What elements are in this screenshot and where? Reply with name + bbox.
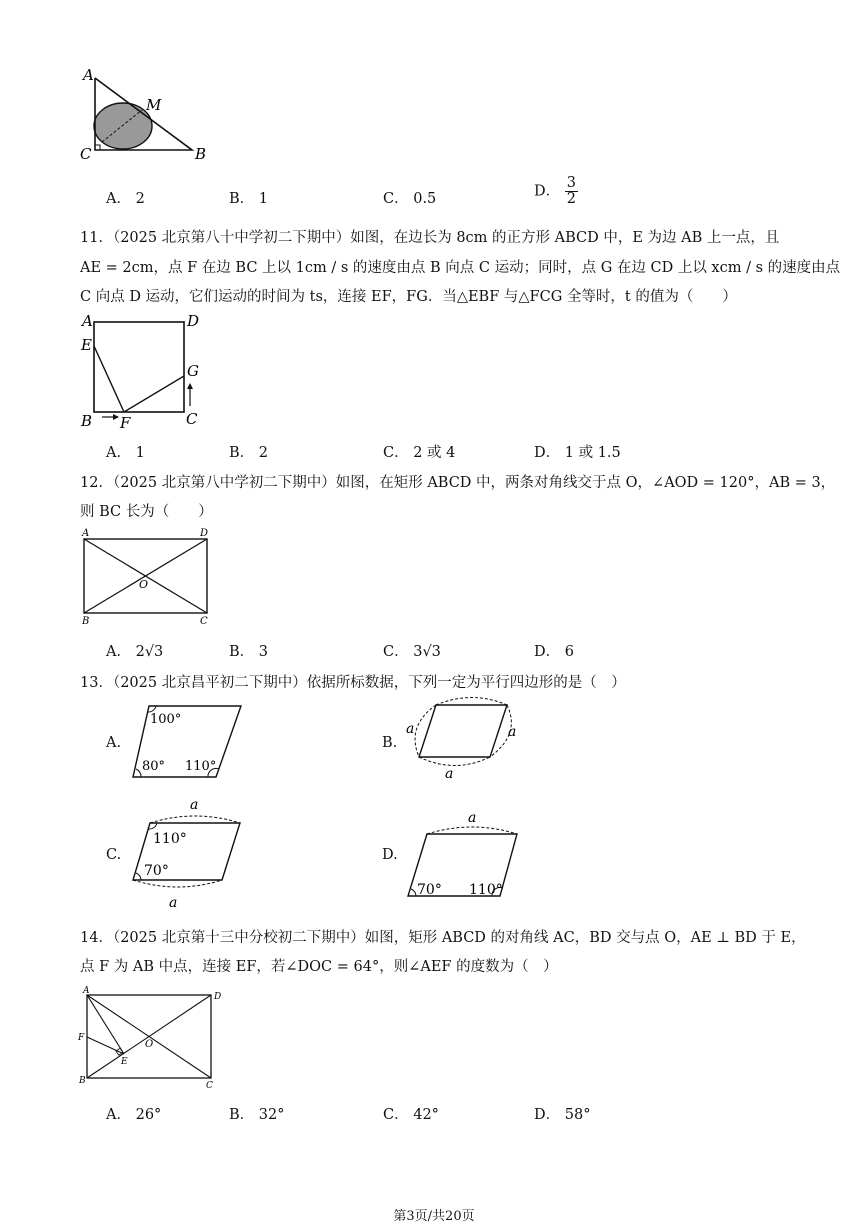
q10-shaded-ellipse xyxy=(94,103,152,149)
q14-option-b: B． 32° xyxy=(229,1107,285,1123)
q10-label-c: C xyxy=(80,145,92,163)
q11-option-c: C． 2 或 4 xyxy=(383,445,456,461)
q11-stem-line-1: 11．（2025 北京第八十中学初二下期中）如图，在边长为 8cm 的正方形 ABCD 中，E 为边 AB 上一点，且 xyxy=(80,230,780,246)
q13-b-side-right: a xyxy=(508,724,517,740)
q13-d-angle-110: 110° xyxy=(469,882,503,898)
q13-option-d-figure xyxy=(402,806,532,901)
q11-stem-line-2: AE = 2cm，点 F 在边 BC 上以 1cm / s 的速度由点 B 向点 C 运动；同时，点 G 在边 CD 上以 xcm / s 的速度由点 xyxy=(80,260,841,276)
fraction-three-halves: $\frac{3}{2}$ xyxy=(566,175,576,208)
q13-option-a-figure xyxy=(128,700,248,784)
q12-label-a: A xyxy=(82,528,90,539)
q11-segment-ef xyxy=(94,346,124,412)
q11-label-c: C xyxy=(186,410,198,428)
q13-c-side-top: a xyxy=(190,797,199,813)
q10-option-c: C． 0.5 xyxy=(383,191,437,207)
q13-a-angle-arc-bl xyxy=(136,769,141,777)
q13-option-d-letter: D. xyxy=(382,847,398,863)
q11-arrow-cg-head xyxy=(187,383,193,389)
q11-label-g: G xyxy=(187,362,199,380)
q12-label-b: B xyxy=(82,616,90,627)
q10-option-a: A． 2 xyxy=(106,191,145,207)
q13-option-a-letter: A. xyxy=(106,735,122,751)
q12-option-d: D． 6 xyxy=(534,644,574,660)
q13-d-side-top: a xyxy=(468,810,477,826)
q12-label-d: D xyxy=(200,528,209,539)
q14-label-f: F xyxy=(78,1033,85,1043)
q13-option-b-figure xyxy=(400,696,550,784)
q12-figure xyxy=(78,527,218,627)
q11-label-b: B xyxy=(81,412,93,430)
q13-b-side-bottom: a xyxy=(445,766,454,782)
q11-label-a: A xyxy=(82,312,93,330)
q14-option-a: A． 26° xyxy=(106,1107,162,1123)
q13-b-quadrilateral xyxy=(419,705,507,757)
q13-c-side-bottom: a xyxy=(169,895,178,911)
q13-c-dashed-arc-bottom xyxy=(133,880,222,887)
q12-label-c: C xyxy=(200,616,208,627)
q11-option-d: D． 1 或 1.5 xyxy=(534,445,621,461)
page-footer: 第3页/共20页 xyxy=(393,1209,475,1224)
q14-label-c: C xyxy=(206,1081,213,1091)
q11-option-b: B． 2 xyxy=(229,445,268,461)
q13-d-angle-70: 70° xyxy=(417,882,442,898)
q13-a-angle-110: 110° xyxy=(185,759,217,774)
q14-label-a: A xyxy=(83,986,90,996)
q10-label-a: A xyxy=(83,66,94,84)
q13-option-b-letter: B. xyxy=(382,735,398,751)
q13-b-dashed-arc-top xyxy=(436,698,507,706)
q11-square xyxy=(94,322,184,412)
q12-label-o: O xyxy=(139,578,149,591)
q12-option-c: C． 3√3 xyxy=(383,644,441,660)
q11-arrow-bf-head xyxy=(113,414,119,420)
q13-c-angle-110: 110° xyxy=(153,831,187,847)
q10-label-m: M xyxy=(146,96,162,114)
q11-stem-line-3: C 向点 D 运动，它们运动的时间为 ts，连接 EF，FG．当△EBF 与△FCG 全等时，t 的值为（ ） xyxy=(80,289,737,305)
q14-label-e: E xyxy=(121,1057,128,1067)
q12-stem-line-2: 则 BC 长为（ ） xyxy=(80,504,213,520)
q13-d-angle-arc-bl xyxy=(411,889,416,896)
q14-figure xyxy=(78,985,228,1090)
q11-option-a: A． 1 xyxy=(106,445,145,461)
q11-label-d: D xyxy=(187,312,200,330)
q10-option-b: B． 1 xyxy=(229,191,268,207)
q10-figure xyxy=(78,62,218,162)
q10-option-d: D． $\frac{3}{2}$ xyxy=(534,175,576,208)
q13-c-angle-arc-bottom xyxy=(136,873,141,880)
q13-option-c-figure xyxy=(128,793,258,913)
q14-option-c: C． 42° xyxy=(383,1107,439,1123)
q11-label-e: E xyxy=(81,336,92,354)
q13-option-c-letter: C. xyxy=(106,847,122,863)
q14-label-o: O xyxy=(145,1039,154,1050)
q10-label-b: B xyxy=(195,145,207,163)
q13-a-angle-80: 80° xyxy=(142,759,166,774)
q13-c-dashed-arc-top xyxy=(150,816,240,823)
q12-option-a: A． 2√3 xyxy=(106,644,164,660)
q14-stem-line-2: 点 F 为 AB 中点，连接 EF，若∠DOC = 64°，则∠AEF 的度数为（ ） xyxy=(80,959,558,975)
q11-figure xyxy=(78,310,208,430)
q13-a-angle-100: 100° xyxy=(150,712,182,727)
q11-segment-fg xyxy=(124,376,184,412)
q14-label-b: B xyxy=(79,1076,86,1086)
q12-option-b: B． 3 xyxy=(229,644,268,660)
q13-stem: 13．（2025 北京昌平初二下期中）依据所标数据，下列一定为平行四边形的是（ ） xyxy=(80,675,626,691)
q13-b-side-left: a xyxy=(406,721,415,737)
q14-label-d: D xyxy=(214,992,222,1002)
q12-stem-line-1: 12．（2025 北京第八中学初二下期中）如图，在矩形 ABCD 中，两条对角线交于点 O，∠AOD = 120°，AB = 3， xyxy=(80,475,836,491)
q14-stem-line-1: 14．（2025 北京第十三中分校初二下期中）如图，矩形 ABCD 的对角线 AC，BD 交与点 O，AE ⊥ BD 于 E， xyxy=(80,930,806,946)
q13-c-angle-70: 70° xyxy=(144,863,169,879)
q14-option-d: D． 58° xyxy=(534,1107,591,1123)
q13-d-dashed-arc-top xyxy=(427,827,517,834)
q13-b-dashed-arc-bottom xyxy=(419,757,490,766)
q11-label-f: F xyxy=(120,414,131,432)
